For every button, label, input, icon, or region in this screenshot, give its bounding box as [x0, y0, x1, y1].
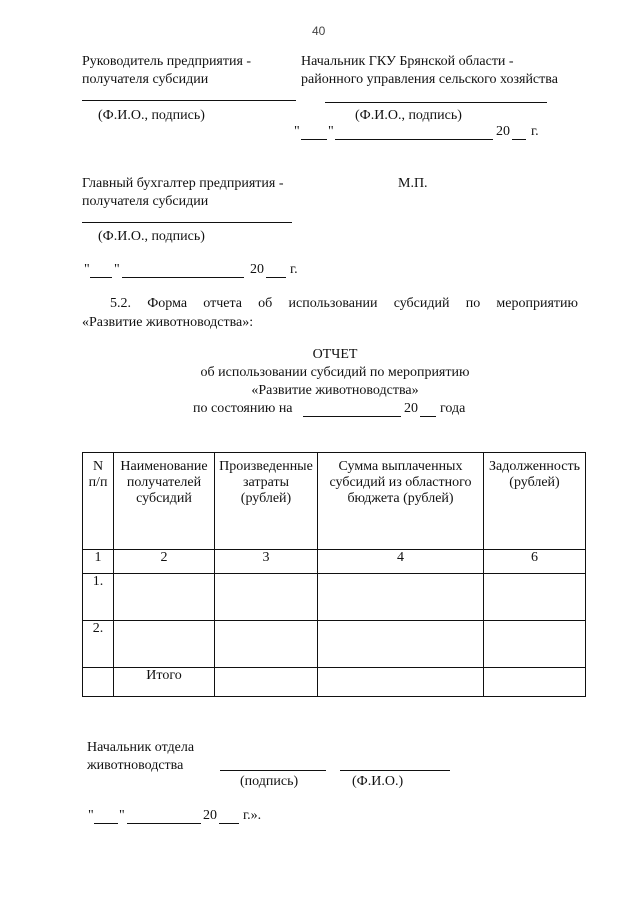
date-quote-close: ": [328, 124, 334, 139]
header-subsidy-amount: [318, 453, 484, 550]
column-number: 6: [484, 550, 586, 574]
signature-caption: (подпись): [240, 774, 299, 789]
district-head-title-line1: Начальник ГКУ Брянской области -: [301, 54, 514, 69]
manager-title-line1: Руководитель предприятия -: [82, 54, 252, 69]
date-year-prefix: 20: [203, 808, 217, 823]
header-line: Задолженность: [489, 459, 580, 474]
total-expenses-cell[interactable]: [215, 668, 318, 697]
date-month-line[interactable]: [335, 139, 493, 140]
accountant-title-line2: получателя субсидии: [82, 194, 209, 209]
accountant-title-line1: Главный бухгалтер предприятия -: [82, 176, 284, 191]
subsidy-amount-cell[interactable]: [318, 574, 484, 621]
report-table: [82, 452, 586, 697]
table-row: [83, 574, 586, 621]
date-quote-open: ": [84, 262, 90, 277]
header-number: [83, 453, 114, 550]
report-date-blank[interactable]: [303, 416, 401, 417]
date-year-line[interactable]: [266, 277, 286, 278]
date-quote-close: ": [119, 808, 125, 823]
seal-placeholder: М.П.: [398, 176, 428, 191]
department-head-title-line2: животноводства: [87, 758, 184, 773]
table-row: [83, 621, 586, 668]
column-number: 1: [83, 550, 114, 574]
department-head-title-line1: Начальник отдела: [87, 740, 195, 755]
header-line: N: [92, 459, 104, 474]
report-date-year-prefix: 20: [404, 401, 418, 416]
date-quote-open: ": [294, 124, 300, 139]
date-year-prefix: 20: [250, 262, 264, 277]
date-year-suffix: г.».: [243, 808, 262, 823]
recipient-cell[interactable]: [114, 621, 215, 668]
total-label: Итого: [114, 668, 215, 697]
date-quote-close: ": [114, 262, 120, 277]
header-line: субсидий: [136, 491, 192, 507]
date-day-line[interactable]: [90, 277, 112, 278]
date-month-line[interactable]: [122, 277, 244, 278]
manager-signature-line[interactable]: [82, 100, 296, 101]
header-debt: [484, 453, 586, 550]
date-year-suffix: г.: [531, 124, 539, 139]
total-subsidy-cell[interactable]: [318, 668, 484, 697]
date-day-line[interactable]: [301, 139, 327, 140]
report-heading: ОТЧЕТ: [312, 347, 358, 362]
header-line: Произведенные: [219, 459, 313, 474]
date-month-line[interactable]: [127, 823, 201, 824]
date-day-line[interactable]: [94, 823, 118, 824]
total-row: [83, 668, 586, 697]
total-debt-cell[interactable]: [484, 668, 586, 697]
accountant-signature-caption: (Ф.И.О., подпись): [98, 229, 205, 244]
report-date-suffix: года: [440, 401, 466, 416]
header-expenses: [215, 453, 318, 550]
column-number: 3: [215, 550, 318, 574]
header-line: Наименование: [120, 459, 208, 474]
header-line: бюджета (рублей): [347, 491, 454, 507]
date-quote-open: ": [88, 808, 94, 823]
table-header-row: [83, 453, 586, 550]
district-head-title-line2: районного управления сельского хозяйства: [301, 72, 558, 87]
header-line: (рублей): [509, 475, 560, 491]
report-date-prefix: по состоянию на: [193, 401, 293, 416]
debt-cell[interactable]: [484, 621, 586, 668]
header-line: (рублей): [240, 491, 292, 507]
date-year-line[interactable]: [512, 139, 526, 140]
report-subtitle-line2: об использовании субсидий по мероприятию: [200, 365, 470, 380]
column-number: 4: [318, 550, 484, 574]
row-number: 1.: [83, 574, 114, 621]
debt-cell[interactable]: [484, 574, 586, 621]
department-head-name-line[interactable]: [340, 770, 450, 771]
date-year-prefix: 20: [496, 124, 510, 139]
column-number: 2: [114, 550, 215, 574]
manager-title-line2: получателя субсидии: [82, 72, 209, 87]
header-recipients: [114, 453, 215, 550]
name-caption: (Ф.И.О.): [352, 774, 404, 789]
accountant-signature-line[interactable]: [82, 222, 292, 223]
date-year-suffix: г.: [290, 262, 298, 277]
section-heading-line1: 5.2. Форма отчета об использовании субсидий по мероприятию: [110, 296, 578, 311]
section-heading-line2: «Развитие животноводства»:: [82, 315, 254, 330]
manager-signature-caption: (Ф.И.О., подпись): [98, 108, 205, 123]
header-line: п/п: [88, 475, 108, 491]
row-number: 2.: [83, 621, 114, 668]
date-year-line[interactable]: [219, 823, 239, 824]
header-line: получателей: [126, 475, 202, 491]
district-head-signature-caption: (Ф.И.О., подпись): [355, 108, 462, 123]
expenses-cell[interactable]: [215, 621, 318, 668]
department-head-signature-line[interactable]: [220, 770, 326, 771]
expenses-cell[interactable]: [215, 574, 318, 621]
page-number: 40: [312, 24, 326, 38]
district-head-signature-line[interactable]: [325, 102, 547, 103]
total-number-cell: [83, 668, 114, 697]
report-subtitle-line3: «Развитие животноводства»: [251, 383, 419, 398]
header-line: субсидий из областного: [329, 475, 472, 491]
header-line: Сумма выплаченных: [338, 459, 463, 474]
report-date-year-line[interactable]: [420, 416, 436, 417]
recipient-cell[interactable]: [114, 574, 215, 621]
subsidy-amount-cell[interactable]: [318, 621, 484, 668]
header-line: затраты: [242, 475, 290, 491]
column-number-row: [83, 550, 586, 574]
